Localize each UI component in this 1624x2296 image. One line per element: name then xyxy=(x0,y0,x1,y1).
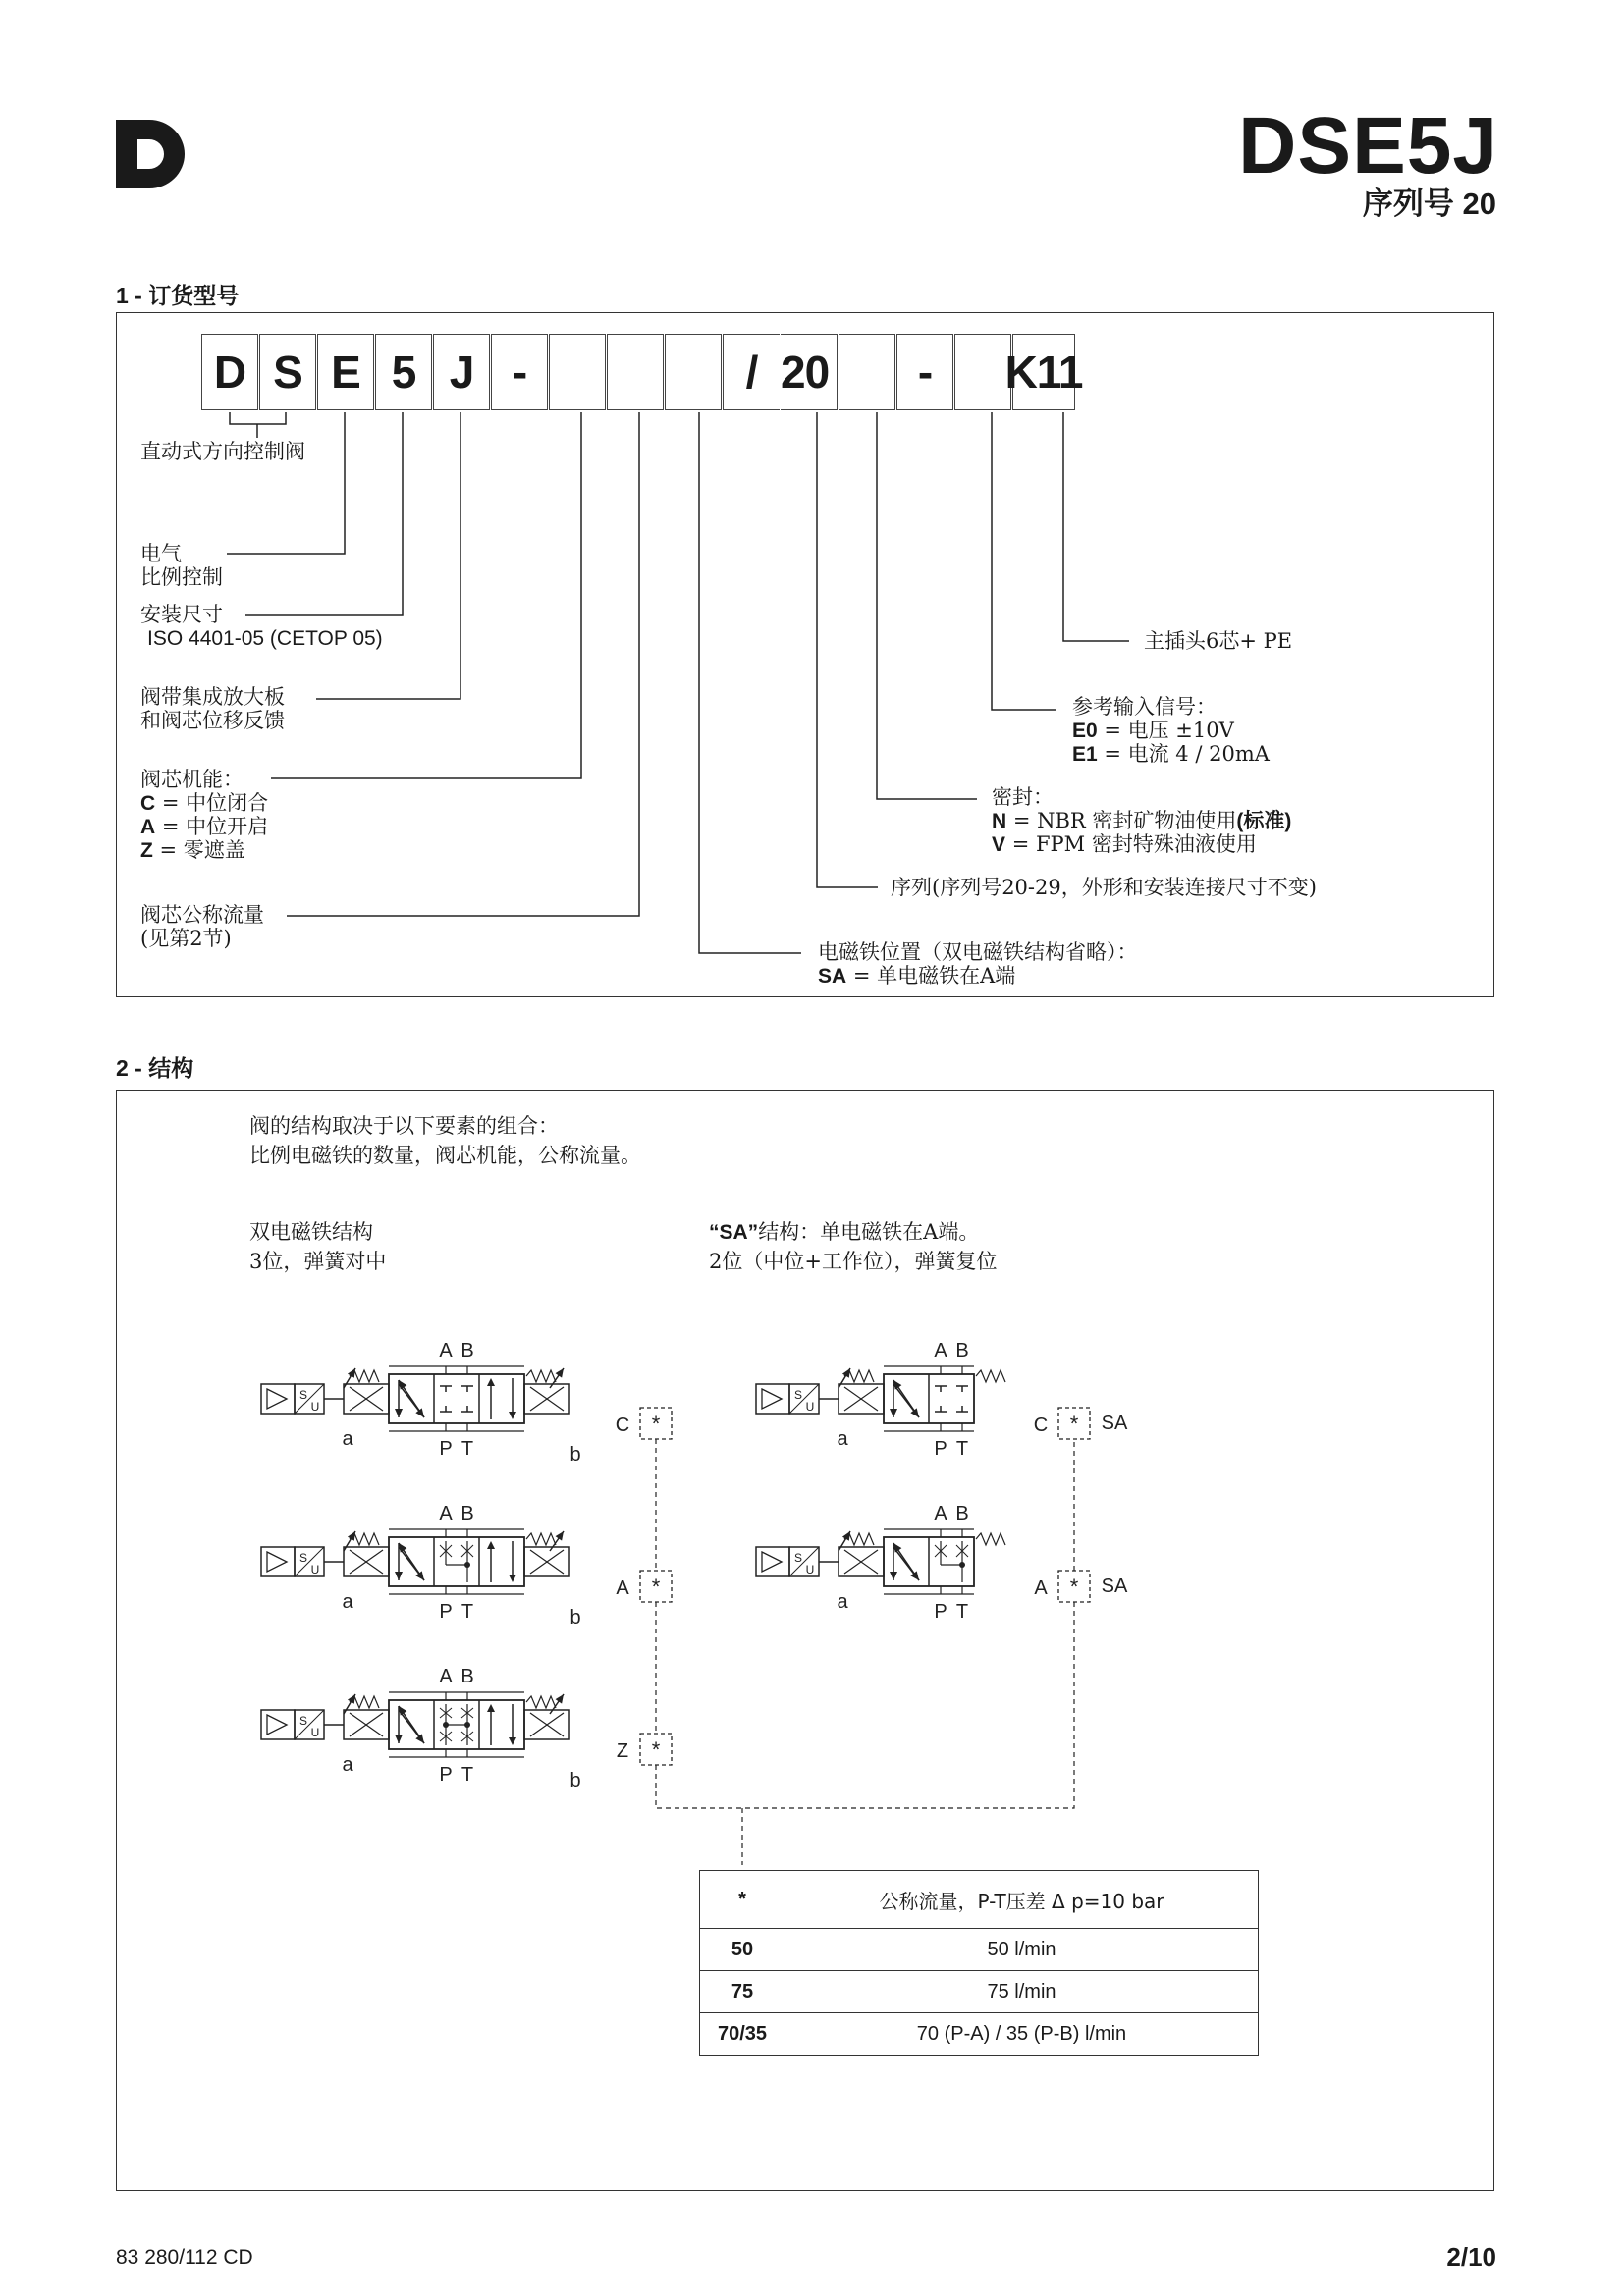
spool-code-label: A xyxy=(1034,1577,1048,1599)
double-solenoid-title: 双电磁铁结构 xyxy=(249,1220,373,1244)
spool-code-label: C xyxy=(615,1415,630,1436)
star-icon: * xyxy=(651,1412,661,1436)
solenoid-a-label: a xyxy=(837,1591,848,1613)
dashed-connector xyxy=(656,1439,1074,1808)
flow-value: 75 l/min xyxy=(785,1971,1259,2013)
label-ref-e0: E0 = 电压 ±10V xyxy=(1072,719,1234,742)
label-seal-title: 密封： xyxy=(992,785,1054,809)
su-label: U xyxy=(805,1400,815,1414)
port-p-label: P xyxy=(934,1438,947,1460)
order-code-row xyxy=(201,334,1083,410)
code-box-4: 5 xyxy=(375,334,432,410)
code-star-box xyxy=(617,1734,672,1765)
valve-symbol xyxy=(261,1666,581,1791)
company-logo xyxy=(116,120,187,188)
port-b-label: B xyxy=(460,1503,474,1524)
label-solenoid-sa: SA = 单电磁铁在A端 xyxy=(818,964,1016,988)
code-box-12 xyxy=(839,334,895,410)
structure-intro-1: 阀的结构取决于以下要素的组合： xyxy=(249,1114,559,1138)
flow-value: 50 l/min xyxy=(785,1929,1259,1971)
code-box-6: - xyxy=(491,334,548,410)
proportional-solenoid-icon xyxy=(756,1547,789,1576)
label-seal-n: N = NBR 密封矿物油使用(标准) xyxy=(992,809,1292,832)
code-box-2: S xyxy=(259,334,316,410)
flow-code: 70/35 xyxy=(700,2013,785,2056)
code-star-box xyxy=(616,1408,672,1439)
label-direct-valve: 直动式方向控制阀 xyxy=(140,440,305,463)
su-label: S xyxy=(298,1714,308,1728)
label-amp-1: 阀带集成放大板 xyxy=(140,685,285,709)
sa-structure-title: “SA”结构：单电磁铁在A端。 xyxy=(709,1220,980,1244)
star-icon: * xyxy=(1069,1412,1079,1436)
label-mount-2: ISO 4401-05 (CETOP 05) xyxy=(147,627,383,650)
label-spool-c: C = 中位闭合 xyxy=(140,791,269,815)
label-flow-1: 阀芯公称流量 xyxy=(140,903,264,927)
code-box-14 xyxy=(954,334,1011,410)
proportional-solenoid-icon xyxy=(261,1547,295,1576)
code-box-15: K11 xyxy=(1012,334,1075,410)
port-t-label: T xyxy=(460,1764,474,1786)
footer-page-number: 2/10 xyxy=(1446,2242,1496,2271)
star-icon: * xyxy=(651,1737,661,1762)
port-t-label: T xyxy=(460,1438,474,1460)
port-t-label: T xyxy=(955,1438,969,1460)
label-series-note: 序列(序列号20-29，外形和安装连接尺寸不变) xyxy=(891,876,1317,899)
su-label: S xyxy=(298,1388,308,1402)
solenoid-a-label: a xyxy=(342,1428,353,1450)
su-label: S xyxy=(298,1551,308,1565)
port-b-label: B xyxy=(955,1503,969,1524)
label-electric-2: 比例控制 xyxy=(140,565,223,589)
port-a-label: A xyxy=(439,1340,453,1362)
port-t-label: T xyxy=(955,1601,969,1623)
proportional-solenoid-icon xyxy=(261,1710,295,1739)
port-b-label: B xyxy=(955,1340,969,1362)
flow-table-header xyxy=(700,1871,1259,1929)
flow-code: 75 xyxy=(700,1971,785,2013)
label-connector: 主插头6芯+ PE xyxy=(1144,629,1293,653)
document-title: DSE5J xyxy=(1238,101,1498,190)
port-p-label: P xyxy=(439,1438,453,1460)
valve-symbol xyxy=(756,1340,1005,1460)
label-solenoid-title: 电磁铁位置（双电磁铁结构省略）： xyxy=(818,940,1138,964)
port-p-label: P xyxy=(439,1764,453,1786)
port-b-label: B xyxy=(460,1666,474,1687)
flow-table xyxy=(699,1870,1259,2056)
flow-table-header-key: * xyxy=(700,1871,785,1929)
port-p-label: P xyxy=(439,1601,453,1623)
label-spool-a: A = 中位开启 xyxy=(140,815,269,838)
code-box-9 xyxy=(665,334,722,410)
label-spool-z: Z = 零遮盖 xyxy=(140,838,245,862)
spool-code-label: C xyxy=(1033,1415,1049,1436)
su-label: U xyxy=(310,1400,320,1414)
star-icon: * xyxy=(1069,1575,1079,1599)
code-box-5: J xyxy=(433,334,490,410)
su-label: U xyxy=(310,1726,320,1739)
port-a-label: A xyxy=(934,1340,947,1362)
valve-symbol xyxy=(261,1340,581,1466)
hydraulic-symbols-diagram xyxy=(0,1315,1624,1865)
footer-doc-code: 83 280/112 CD xyxy=(116,2246,253,2269)
structure-intro-2: 比例电磁铁的数量，阀芯机能，公称流量。 xyxy=(249,1144,641,1167)
flow-value: 70 (P-A) / 35 (P-B) l/min xyxy=(785,2013,1259,2056)
code-box-1: D xyxy=(201,334,258,410)
solenoid-a-label: a xyxy=(837,1428,848,1450)
label-ref-e1: E1 = 电流 4 / 20mA xyxy=(1072,742,1270,766)
proportional-solenoid-icon xyxy=(756,1384,789,1414)
solenoid-b-label: b xyxy=(569,1770,581,1791)
section-1-title: 1 - 订货型号 xyxy=(116,283,240,308)
valve-symbol xyxy=(756,1503,1005,1623)
solenoid-b-label: b xyxy=(569,1607,581,1629)
su-label: S xyxy=(793,1551,803,1565)
code-box-11: 20 xyxy=(781,334,838,410)
port-t-label: T xyxy=(460,1601,474,1623)
label-ref-title: 参考输入信号： xyxy=(1072,695,1217,719)
proportional-solenoid-icon xyxy=(261,1384,295,1414)
code-star-box xyxy=(616,1571,672,1602)
sa-code-label: SA xyxy=(1101,1413,1128,1434)
section-2-title: 2 - 结构 xyxy=(116,1055,194,1081)
code-box-13: - xyxy=(896,334,953,410)
solenoid-a-label: a xyxy=(342,1591,353,1613)
su-label: S xyxy=(793,1388,803,1402)
double-solenoid-subtitle: 3位，弹簧对中 xyxy=(249,1250,387,1273)
spool-code-label: Z xyxy=(616,1740,629,1762)
table-row xyxy=(700,1971,1259,2013)
code-box-7 xyxy=(549,334,606,410)
port-a-label: A xyxy=(439,1503,453,1524)
code-box-8 xyxy=(607,334,664,410)
port-a-label: A xyxy=(439,1666,453,1687)
su-label: U xyxy=(805,1563,815,1576)
port-p-label: P xyxy=(934,1601,947,1623)
solenoid-a-label: a xyxy=(342,1754,353,1776)
label-electric-1: 电气 xyxy=(140,542,182,565)
star-icon: * xyxy=(651,1575,661,1599)
label-amp-2: 和阀芯位移反馈 xyxy=(140,709,285,732)
code-box-3: E xyxy=(317,334,374,410)
solenoid-b-label: b xyxy=(569,1444,581,1466)
port-b-label: B xyxy=(460,1340,474,1362)
spool-code-label: A xyxy=(616,1577,629,1599)
sa-code-label: SA xyxy=(1101,1575,1128,1597)
label-flow-2: (见第2节) xyxy=(140,927,232,950)
sa-structure-subtitle: 2位（中位+工作位），弹簧复位 xyxy=(709,1250,998,1273)
code-star-box xyxy=(1034,1408,1128,1439)
su-label: U xyxy=(310,1563,320,1576)
port-a-label: A xyxy=(934,1503,947,1524)
table-row xyxy=(700,2013,1259,2056)
table-row xyxy=(700,1929,1259,1971)
label-spool-title: 阀芯机能： xyxy=(140,768,244,791)
valve-symbol xyxy=(261,1503,581,1629)
label-mount-1: 安装尺寸 xyxy=(140,603,223,626)
code-star-box xyxy=(1034,1571,1128,1602)
flow-code: 50 xyxy=(700,1929,785,1971)
label-seal-v: V = FPM 密封特殊油液使用 xyxy=(992,832,1257,856)
flow-table-header-desc: 公称流量，P-T压差 Δ p=10 bar xyxy=(785,1871,1259,1929)
code-box-10: / xyxy=(723,334,780,410)
document-series: 序列号 20 xyxy=(1362,187,1496,221)
